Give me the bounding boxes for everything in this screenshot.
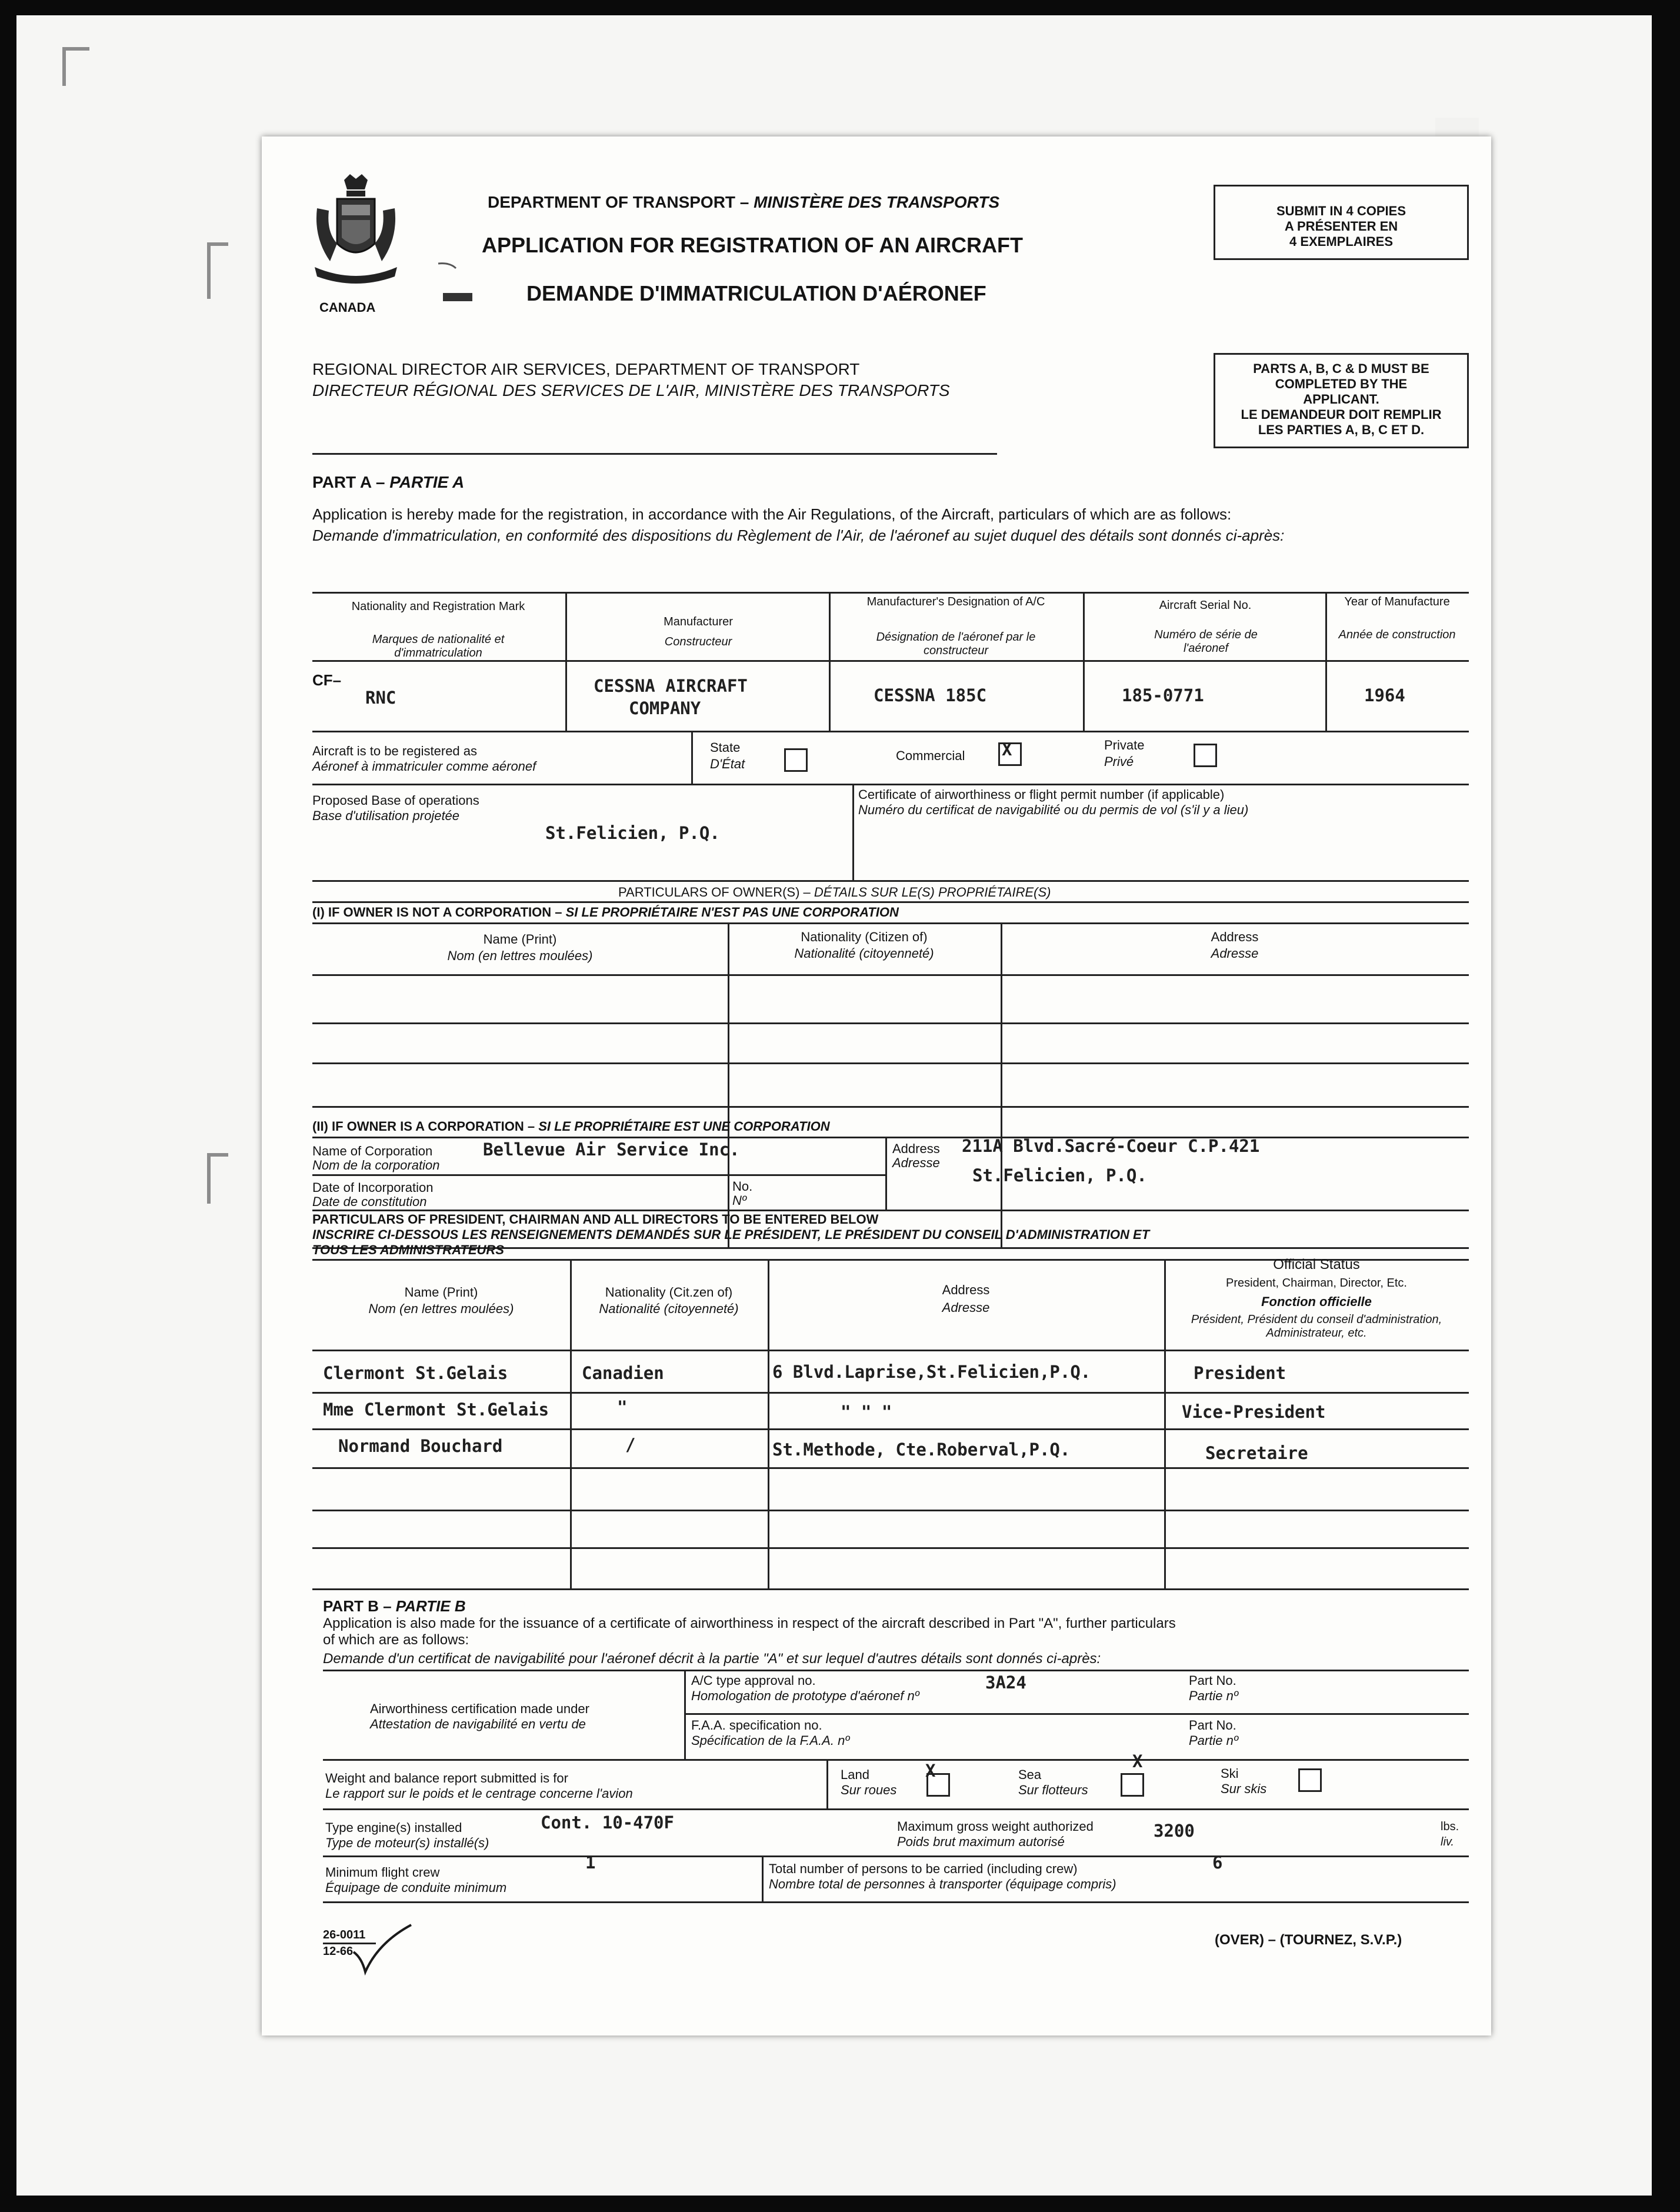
corporation-name-en: Name of Corporation [312, 1144, 433, 1158]
cf-prefix: CF– [312, 671, 342, 689]
base-of-operations-fr: Base d'utilisation projetée [312, 808, 460, 823]
director-2-name: Mme Clermont St.Gelais [323, 1400, 549, 1420]
part-no-2-fr: Partie nº [1189, 1733, 1238, 1748]
private-label-fr: Privé [1104, 754, 1134, 769]
director-3-nationality: / [625, 1435, 636, 1455]
part-no-2-en: Part No. [1189, 1718, 1236, 1733]
corporation-heading: (II) IF OWNER IS A CORPORATION – SI LE PROPRIÉTAIRE EST UNE CORPORATION [312, 1119, 830, 1134]
over-label: (OVER) – (TOURNEZ, S.V.P.) [1215, 1932, 1402, 1948]
type-approval-bottom [684, 1713, 1469, 1715]
max-weight-fr: Poids brut maximum autorisé [897, 1834, 1065, 1849]
aircraft-col-divider-1 [565, 592, 567, 731]
engine-type-fr: Type de moteur(s) installé(s) [325, 1835, 489, 1850]
owner-address-fr: Adresse [1211, 946, 1259, 961]
director-nationality-en: Nationality (Cit.zen of) [605, 1285, 733, 1300]
certificate-number-en: Certificate of airworthiness or flight permit number (if applicable) [858, 787, 1225, 802]
min-crew-en: Minimum flight crew [325, 1865, 440, 1880]
col-manufacturer-en: Manufacturer [664, 615, 733, 628]
base-section-bottom [312, 880, 1469, 882]
aircraft-table-header-bottom [312, 660, 1469, 662]
part-a-intro-fr: Demande d'immatriculation, en conformité des dispositions du Règlement de l'Air, de l'aéronef au sujet duquel des détails sont donnés ci-après: [312, 527, 1285, 544]
incorporation-no-en: No. [732, 1179, 753, 1194]
owner-header-bottom [312, 974, 1469, 976]
liv-label: liv. [1441, 1835, 1454, 1848]
weight-report-bottom [323, 1808, 1469, 1810]
col-year-en: Year of Manufacture [1344, 595, 1450, 608]
director-table-bottom [312, 1588, 1469, 1590]
part-b-intro-fr: Demande d'un certificat de navigabilité pour l'aéronef décrit à la partie "A" et sur lequel d'autres détails sont donnés ci-après: [323, 1651, 1101, 1667]
corporation-name-value: Bellevue Air Service Inc. [483, 1140, 740, 1160]
part-b-heading: PART B – PARTIE B [323, 1597, 466, 1615]
lbs-label: lbs. [1441, 1820, 1459, 1833]
part-no-1-fr: Partie nº [1189, 1688, 1238, 1703]
form-date: 12-66 [323, 1945, 354, 1958]
director-row-line-5 [312, 1547, 1469, 1549]
weight-report-divider [826, 1759, 828, 1808]
owner-nationality-fr: Nationalité (citoyenneté) [794, 946, 934, 961]
director-status-sub-fr: Président, Président du conseil d'administration, Administrateur, etc. [1191, 1313, 1442, 1340]
not-corporation-heading: (I) IF OWNER IS NOT A CORPORATION – SI LE PROPRIÉTAIRE N'EST PAS UNE CORPORATION [312, 905, 899, 920]
col-nationality-fr: Marques de nationalité et d'immatriculation [372, 633, 505, 659]
director-address-en: Address [942, 1282, 990, 1297]
state-label-en: State [710, 740, 741, 755]
country-label: CANADA [319, 300, 376, 315]
col-year-fr: Année de construction [1338, 628, 1456, 641]
crew-divider [762, 1855, 764, 1901]
director-3-address: St.Methode, Cte.Roberval,P.Q. [772, 1440, 1071, 1460]
certification-made-under-fr: Attestation de navigabilité en vertu de [370, 1717, 586, 1731]
private-label-en: Private [1104, 738, 1145, 752]
owner-name-en: Name (Print) [483, 932, 557, 947]
director-1-address: 6 Blvd.Laprise,St.Felicien,P.Q. [772, 1362, 1091, 1382]
director-name-en: Name (Print) [404, 1285, 478, 1300]
aircraft-col-divider-3 [1083, 592, 1085, 731]
director-1-nationality: Canadien [582, 1363, 664, 1383]
engine-type-en: Type engine(s) installed [325, 1820, 462, 1835]
min-crew-value: 1 [585, 1853, 596, 1873]
owner-col-divider-2 [1001, 922, 1002, 1248]
manufacturer-value-1: CESSNA AIRCRAFT [594, 676, 748, 696]
owner-row-line-3 [312, 1106, 1469, 1108]
parts-line-5: LES PARTIES A, B, C ET D. [1258, 422, 1425, 437]
base-of-operations-value: St.Felicien, P.Q. [545, 823, 720, 843]
manufacturer-value-2: COMPANY [629, 698, 701, 718]
certificate-number-fr: Numéro du certificat de navigabilité ou du permis de vol (s'il y a lieu) [858, 802, 1249, 817]
corporation-name-fr: Nom de la corporation [312, 1158, 440, 1172]
parts-line-4: LE DEMANDEUR DOIT REMPLIR [1241, 407, 1442, 422]
corporation-heading-line [312, 1137, 1469, 1138]
persons-fr: Nombre total de personnes à transporter (équipage compris) [769, 1877, 1116, 1891]
director-status-sub-en: President, Chairman, Director, Etc. [1226, 1277, 1407, 1290]
serial-value: 185-0771 [1122, 685, 1204, 705]
director-3-status: Secretaire [1205, 1443, 1308, 1463]
corporation-address-value-1: 211A Blvd.Sacré-Coeur C.P.421 [962, 1136, 1260, 1156]
part-b-table-top [323, 1670, 1469, 1671]
col-serial-en: Aircraft Serial No. [1159, 599, 1252, 612]
form-title-fr: DEMANDE D'IMMATRICULATION D'AÉRONEF [526, 281, 986, 305]
sea-check-mark: X [1132, 1751, 1143, 1771]
year-value: 1964 [1364, 685, 1405, 705]
land-label-fr: Sur roues [841, 1783, 897, 1797]
part-a-intro-en: Application is hereby made for the registration, in accordance with the Air Regulations, of the Aircraft, particulars of which are as follows: [312, 505, 1232, 523]
certification-made-under-en: Airworthiness certification made under [370, 1701, 589, 1716]
department-title: DEPARTMENT OF TRANSPORT – MINISTÈRE DES TRANSPORTS [488, 193, 1000, 211]
col-designation-fr: Désignation de l'aéronef par le constructeur [876, 631, 1036, 657]
director-header-bottom [312, 1350, 1469, 1351]
corporation-address-value-2: St.Felicien, P.Q. [972, 1165, 1147, 1185]
designation-value: CESSNA 185C [874, 685, 987, 705]
private-checkbox[interactable] [1194, 744, 1217, 767]
corporation-address-en: Address [892, 1141, 940, 1156]
weight-report-fr: Le rapport sur le poids et le centrage concerne l'avion [325, 1786, 633, 1801]
director-status-en: Official Status [1273, 1257, 1360, 1272]
owner-nationality-en: Nationality (Citizen of) [801, 930, 928, 944]
director-2-status: Vice-President [1182, 1402, 1326, 1422]
corporation-bottom [312, 1210, 1469, 1211]
aircraft-col-divider-2 [829, 592, 831, 731]
part-b-bottom [323, 1901, 1469, 1903]
base-of-operations-en: Proposed Base of operations [312, 793, 479, 808]
directors-heading-fr-2: TOUS LES ADMINISTRATEURS [312, 1242, 504, 1257]
corporation-addr-divider [885, 1137, 887, 1210]
director-status-fr: Fonction officielle [1261, 1294, 1372, 1309]
part-b-intro-en-2: of which are as follows: [323, 1632, 469, 1648]
ski-label-fr: Sur skis [1221, 1781, 1267, 1796]
persons-value: 6 [1212, 1853, 1223, 1873]
type-approval-fr: Homologation de prototype d'aéronef nº [691, 1688, 919, 1703]
col-manufacturer-fr: Constructeur [664, 635, 732, 648]
col-serial-fr: Numéro de série de l'aéronef [1154, 628, 1258, 655]
registered-as-bottom [312, 784, 1469, 785]
part-no-1-en: Part No. [1189, 1673, 1236, 1688]
coat-of-arms-icon [309, 173, 403, 291]
type-approval-value: 3A24 [985, 1673, 1026, 1693]
state-label-fr: D'État [710, 757, 745, 771]
faa-spec-en: F.A.A. specification no. [691, 1718, 822, 1733]
director-row-line-4 [312, 1510, 1469, 1511]
director-row-line-2 [312, 1428, 1469, 1430]
form-sheet [262, 136, 1491, 2036]
corporation-name-bottom [312, 1174, 885, 1176]
directors-heading-en: PARTICULARS OF PRESIDENT, CHAIRMAN AND ALL DIRECTORS TO BE ENTERED BELOW [312, 1212, 879, 1227]
crop-mark-top-left [62, 47, 89, 86]
registered-as-divider [691, 731, 693, 784]
director-name-fr: Nom (en lettres moulées) [368, 1301, 514, 1316]
owner-address-en: Address [1211, 930, 1259, 944]
commercial-label: Commercial [896, 748, 965, 763]
type-approval-en: A/C type approval no. [691, 1673, 816, 1688]
corporation-address-fr: Adresse [892, 1155, 940, 1170]
owners-heading: PARTICULARS OF OWNER(S) – DÉTAILS SUR LE(S) PROPRIÉTAIRE(S) [618, 885, 1051, 900]
owner-row-line-2 [312, 1062, 1469, 1064]
director-row-line-1 [312, 1392, 1469, 1394]
director-3-name: Normand Bouchard [338, 1436, 503, 1456]
director-row-line-3 [312, 1467, 1469, 1469]
director-address-fr: Adresse [942, 1300, 990, 1315]
parts-line-1: PARTS A, B, C & D MUST BE [1253, 361, 1429, 376]
min-crew-fr: Équipage de conduite minimum [325, 1880, 507, 1895]
weight-report-en: Weight and balance report submitted is for [325, 1771, 568, 1785]
engine-bottom [323, 1855, 1469, 1857]
registered-as-fr: Aéronef à immatriculer comme aéronef [312, 759, 536, 774]
submit-line-1: SUBMIT IN 4 COPIES [1276, 204, 1406, 218]
max-weight-en: Maximum gross weight authorized [897, 1819, 1094, 1834]
land-check-mark: X [925, 1761, 936, 1781]
col-designation-en: Manufacturer's Designation of A/C [866, 595, 1045, 608]
sea-checkbox[interactable] [1121, 1773, 1144, 1797]
incorporation-no-divider [728, 1174, 729, 1210]
incorporation-no-fr: Nº [732, 1193, 746, 1208]
persons-en: Total number of persons to be carried (including crew) [769, 1861, 1078, 1876]
part-a-heading: PART A – PARTIE A [312, 473, 465, 491]
ski-label-en: Ski [1221, 1766, 1239, 1781]
regional-address-line [312, 453, 997, 455]
aircraft-col-divider-4 [1325, 592, 1327, 731]
director-2-nationality: " [617, 1397, 628, 1417]
director-1-name: Clermont St.Gelais [323, 1363, 508, 1383]
certification-bottom [323, 1759, 1469, 1761]
col-nationality-en: Nationality and Registration Mark [351, 600, 525, 613]
aircraft-table-bottom [312, 731, 1469, 732]
owners-heading-line [312, 901, 1469, 903]
incorporation-date-en: Date of Incorporation [312, 1180, 434, 1195]
crop-mark-left-lower [207, 1153, 228, 1204]
check-mark-icon [350, 1923, 415, 1976]
faa-spec-fr: Spécification de la F.A.A. nº [691, 1733, 850, 1748]
submit-line-3: 4 EXEMPLAIRES [1289, 234, 1394, 249]
director-1-status: President [1194, 1363, 1286, 1383]
sea-label-en: Sea [1018, 1767, 1042, 1782]
commercial-check-mark: X [1002, 739, 1012, 759]
parts-line-3: APPLICANT. [1303, 392, 1379, 407]
form-title-en: APPLICATION FOR REGISTRATION OF AN AIRCRAFT [482, 233, 1023, 257]
sea-label-fr: Sur flotteurs [1018, 1783, 1088, 1797]
land-label-en: Land [841, 1767, 869, 1782]
base-cert-divider [852, 784, 854, 880]
regional-director-en: REGIONAL DIRECTOR AIR SERVICES, DEPARTMENT OF TRANSPORT [312, 360, 860, 378]
state-checkbox[interactable] [784, 748, 808, 772]
director-nationality-fr: Nationalité (citoyenneté) [599, 1301, 739, 1316]
registered-as-en: Aircraft is to be registered as [312, 744, 478, 758]
part-b-intro-en-1: Application is also made for the issuance of a certificate of airworthiness in respect of the aircraft described in Part "A", further particulars [323, 1615, 1176, 1631]
registration-mark-value: RNC [365, 688, 396, 708]
owner-row-line-1 [312, 1022, 1469, 1024]
director-2-address: " " " [841, 1402, 892, 1422]
crop-mark-left [207, 242, 228, 299]
incorporation-date-fr: Date de constitution [312, 1194, 427, 1209]
aircraft-table-top [312, 592, 1469, 594]
form-number: 26-0011 [323, 1928, 366, 1941]
ski-checkbox[interactable] [1298, 1768, 1322, 1792]
regional-director-fr: DIRECTEUR RÉGIONAL DES SERVICES DE L'AIR, MINISTÈRE DES TRANSPORTS [312, 381, 950, 399]
max-weight-value: 3200 [1154, 1821, 1195, 1841]
engine-type-value: Cont. 10-470F [541, 1813, 674, 1833]
scan-smudge [430, 260, 483, 307]
directors-heading-fr-1: INSCRIRE CI-DESSOUS LES RENSEIGNEMENTS DEMANDÉS SUR LE PRÉSIDENT, LE PRÉSIDENT DU CONSEIL D'ADMINISTRATION ET [312, 1227, 1150, 1242]
parts-line-2: COMPLETED BY THE [1275, 377, 1408, 391]
owner-name-fr: Nom (en lettres moulées) [447, 948, 593, 963]
not-corporation-line [312, 922, 1469, 924]
submit-line-2: A PRÉSENTER EN [1284, 219, 1398, 234]
